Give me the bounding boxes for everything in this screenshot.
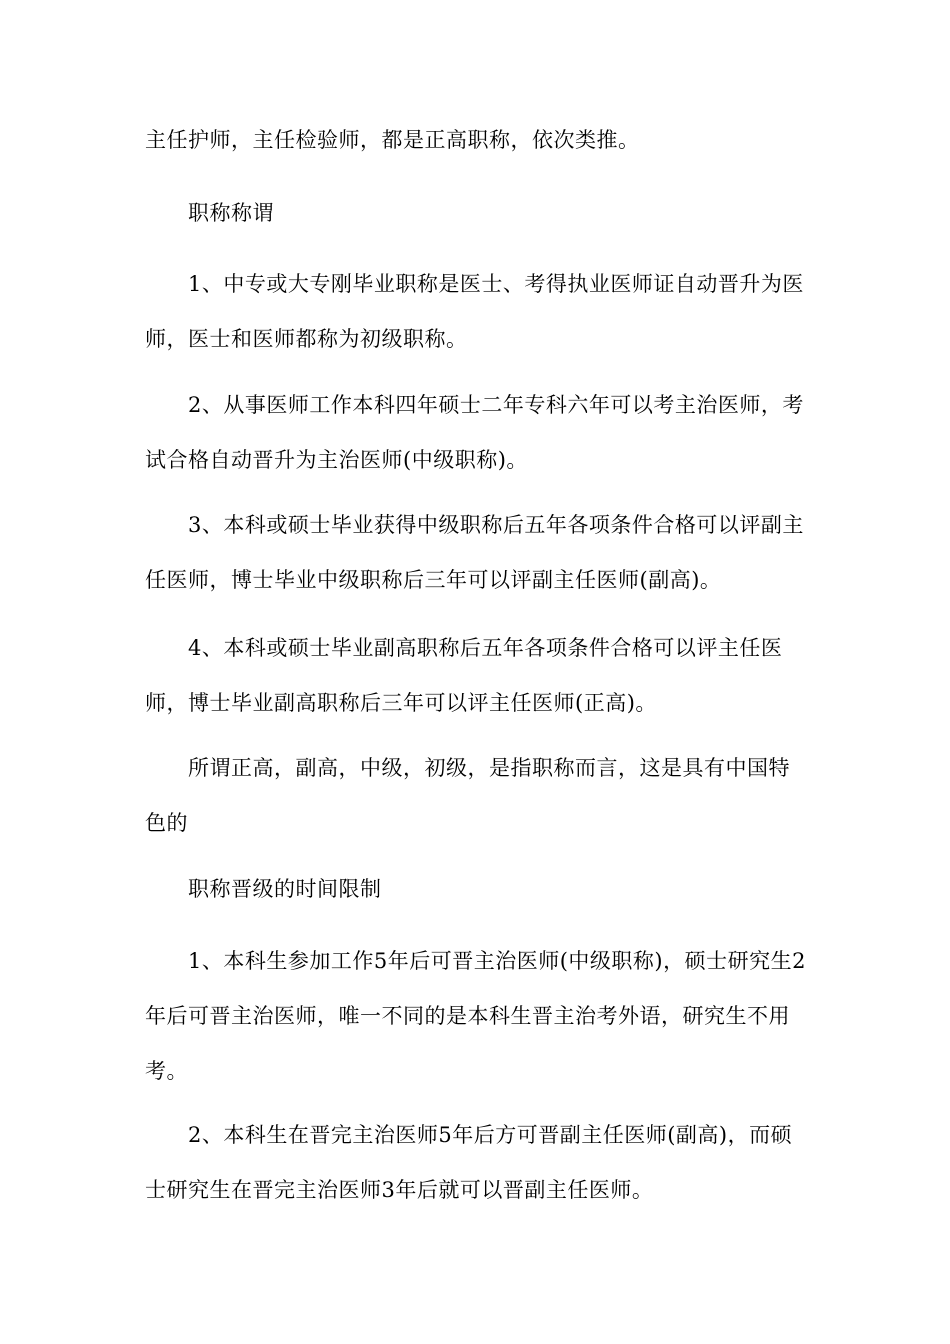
- paragraph-limit-1: 1、本科生参加工作5年后可晋主治医师(中级职称)，硕士研究生2年后可晋主治医师，唯一不同的是本科生晋主治考外语，研究生不用考。: [145, 949, 806, 1083]
- section-heading-title-names: 职称称谓: [188, 201, 274, 225]
- paragraph-summary: 所谓正高，副高，中级，初级，是指职称而言，这是具有中国特色的: [145, 756, 790, 835]
- paragraph-item-2: 2、从事医师工作本科四年硕士二年专科六年可以考主治医师，考试合格自动晋升为主治医师(中级职称)。: [145, 393, 804, 472]
- section-heading-time-limits: 职称晋级的时间限制: [188, 877, 382, 901]
- paragraph-item-1: 1、中专或大专刚毕业职称是医士、考得执业医师证自动晋升为医师，医士和医师都称为初级职称。: [145, 272, 804, 351]
- paragraph-limit-2: 2、本科生在晋完主治医师5年后方可晋副主任医师(副高)，而硕士研究生在晋完主治医师3年后就可以晋副主任医师。: [145, 1123, 793, 1202]
- paragraph-continuation: 主任护师，主任检验师，都是正高职称，依次类推。: [145, 128, 640, 152]
- paragraph-item-4: 4、本科或硕士毕业副高职称后五年各项条件合格可以评主任医师，博士毕业副高职称后三年可以评主任医师(正高)。: [145, 636, 783, 715]
- paragraph-item-3: 3、本科或硕士毕业获得中级职称后五年各项条件合格可以评副主任医师，博士毕业中级职称后三年可以评副主任医师(副高)。: [145, 513, 804, 592]
